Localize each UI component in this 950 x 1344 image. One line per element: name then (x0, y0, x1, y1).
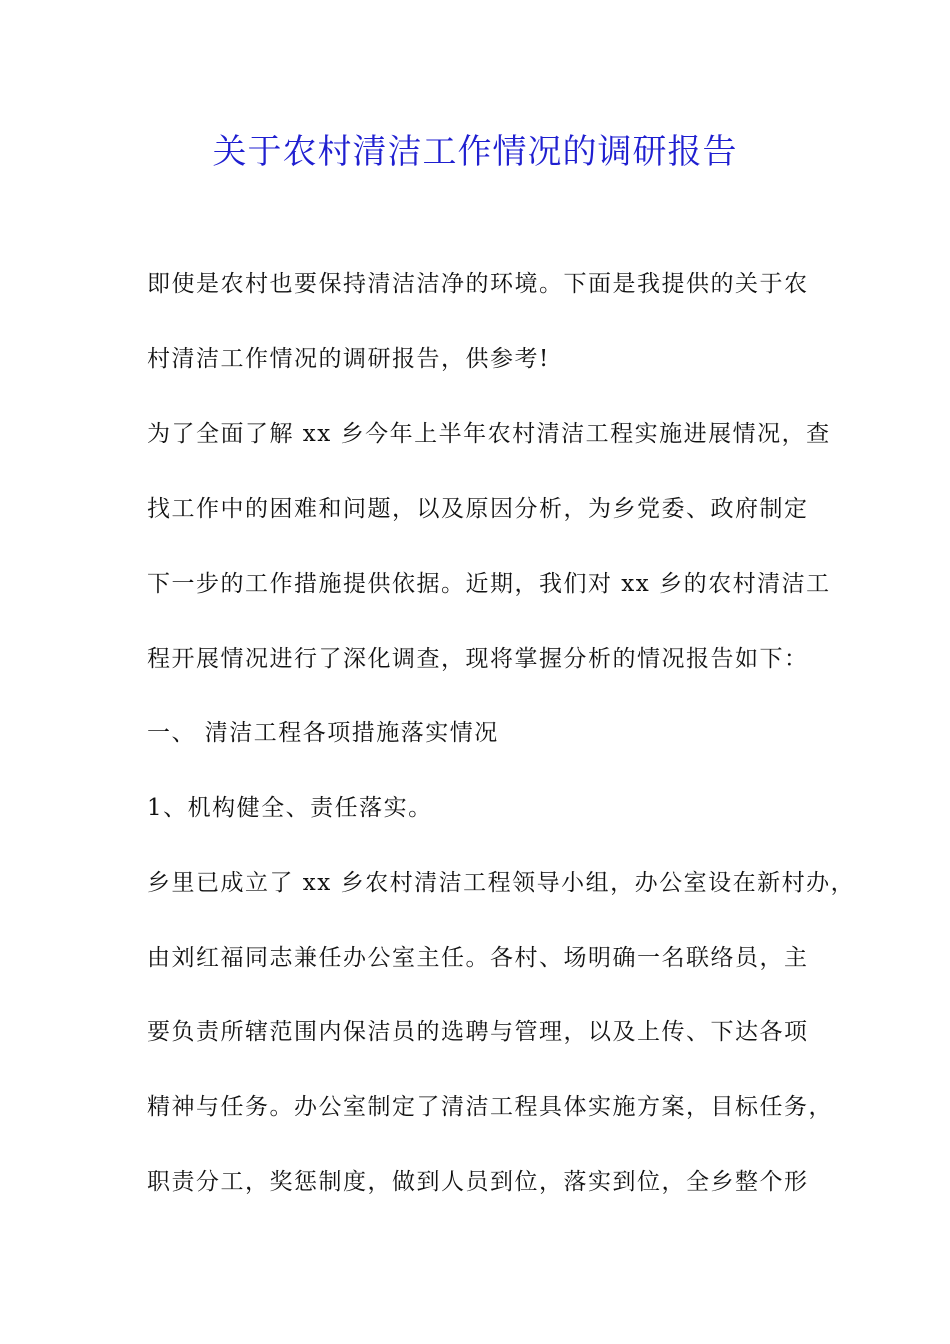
text-line: 由刘红福同志兼任办公室主任。各村、场明确一名联络员，主 (147, 945, 809, 971)
text-line: 下一步的工作措施提供依据。近期，我们对 xx 乡的农村清洁工 (147, 571, 831, 597)
document-title: 关于农村清洁工作情况的调研报告 (212, 132, 738, 172)
text-line: 精神与任务。办公室制定了清洁工程具体实施方案，目标任务， (147, 1094, 833, 1120)
section-heading: 一、 清洁工程各项措施落实情况 (147, 720, 499, 746)
text-line: 找工作中的困难和问题，以及原因分析，为乡党委、政府制定 (147, 496, 809, 522)
text-line: 程开展情况进行了深化调查，现将掌握分析的情况报告如下： (147, 646, 809, 672)
text-line: 为了全面了解 xx 乡今年上半年农村清洁工程实施进展情况，查 (147, 421, 831, 447)
text-line: 职责分工，奖惩制度，做到人员到位，落实到位，全乡整个形 (147, 1169, 809, 1195)
text-line: 乡里已成立了 xx 乡农村清洁工程领导小组，办公室设在新村办， (147, 870, 856, 896)
text-line: 村清洁工作情况的调研报告，供参考! (147, 346, 550, 372)
text-line: 要负责所辖范围内保洁员的选聘与管理，以及上传、下达各项 (147, 1019, 809, 1045)
subsection-heading: 1、机构健全、责任落实。 (147, 795, 433, 821)
text-line: 即使是农村也要保持清洁洁净的环境。下面是我提供的关于农 (147, 271, 809, 297)
